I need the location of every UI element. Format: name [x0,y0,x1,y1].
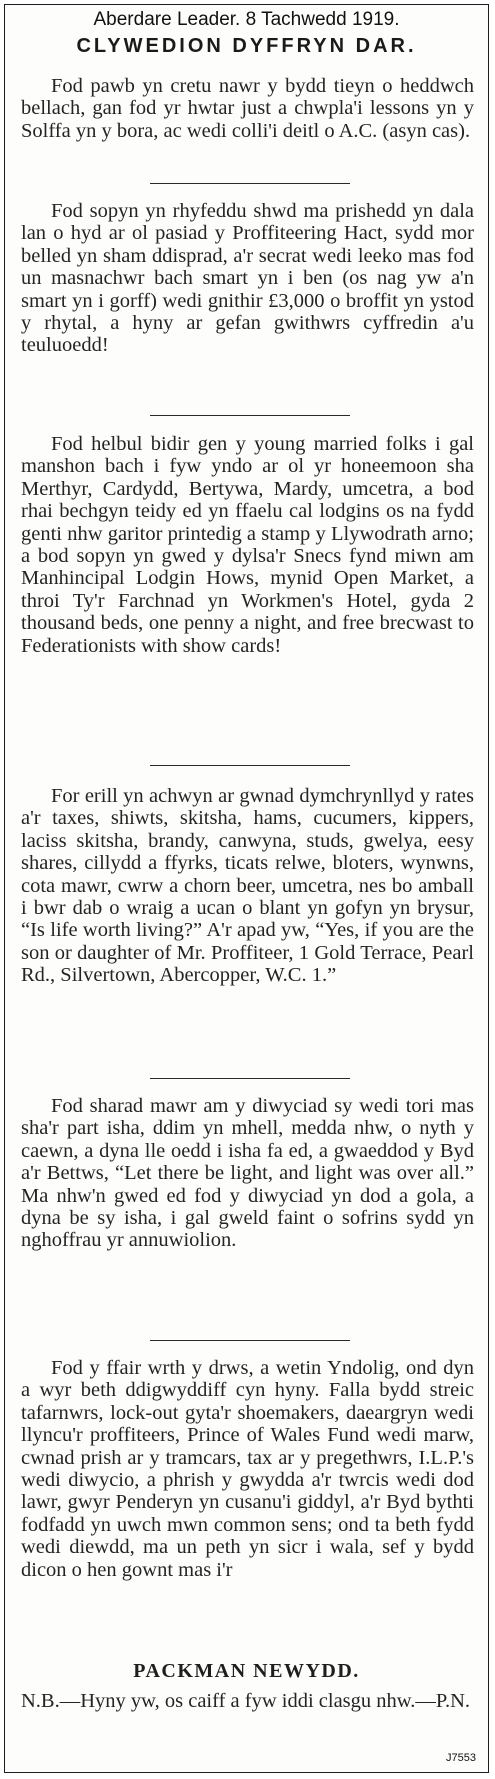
paragraph-3: Fod helbul bidir gen y young married folks i gal manshon bach i fyw yndo ar ol yr honeemoon sha Merthyr, Cardydd, Bertywa, Mardy, umcetra, a bod rhai bechgyn teidy ed yn ffaelu cal lodgins os na fydd genti nhw garitor printedig a stamp y Llywodrath arno; a bod sopyn yn gwed y dylsa'r Snecs fynd miwn am Manhincipal Lodgin Hows, mynid Open Market, a throi Ty'r Farchnad yn Workmen's Hotel, gyda 2 thousand beds, one penny a night, and free brecwast to Federationists with show cards! [21,433,474,657]
nota-bene: N.B.—Hyny yw, os caiff a fyw iddi clasgu nhw.—P.N. [21,1690,471,1712]
paragraph-1: Fod pawb yn cretu nawr y bydd tieyn o heddwch bellach, gan fod yr hwtar just a chwpla'i lessons yn y Solffa yn y bora, ac wedi colli'i deitl o A.C. (asyn cas). [21,75,474,142]
separator-rule [150,1340,350,1341]
separator-rule [150,1078,350,1079]
newspaper-clipping [4,4,489,1773]
separator-rule [150,415,350,416]
paragraph-4: For erill yn achwyn ar gwnad dymchrynllyd y rates a'r taxes, shiwts, skitsha, hams, cucumers, kippers, laciss skitsha, brandy, canwyna, studs, gwelya, eesy shares, cillydd a ffyrks, ticats relwe, bloters, wynwns, cota mawr, cwrw a chorn beer, umcetra, nes bo amball i bwr dab o wraig a ucan o blant yn gofyn yn brysur, “Is life worth living?” A'r apad yw, “Yes, if you are the son or daughter of Mr. Proffiteer, 1 Gold Terrace, Pearl Rd., Silvertown, Abercopper, W.C. 1.” [21,785,474,987]
column-headline: CLYWEDION DYFFRYN DAR. [76,35,417,57]
separator-rule [150,765,350,766]
paragraph-6: Fod y ffair wrth y drws, a wetin Yndolig, ond dyn a wyr beth ddigwyddiff cyn hyny. Falla bydd streic tafarnwrs, lock-out gyta'r shoemakers, daeargryn wedi llyncu'r proffiteers, Prince of Wales Fund wedi marw, cwnad prish ar y tramcars, tax ar y pregethwrs, I.L.P.'s wedi diwycio, a phrish y gwydda a'r twrcis wedi dod lawr, gwyr Penderyn yn cusanu'i giddyl, a'r Byd bythti fodfadd yn uwch mwn common sens; ond ta beth fydd wedi diewdd, ma un peth yn sicr i wala, sef y bydd dicon o hen gownt mas i'r [21,1357,474,1581]
paragraph-5: Fod sharad mawr am y diwyciad sy wedi tori mas sha'r part isha, ddim yn mhell, medda nhw, o nyth y caewn, a dyna lle oedd i isha fa ed, a gwaeddod y Byd a'r Bettws, “Let there be light, and light was over all.” Ma nhw'n gwed ed fod y diwyciad yn dod a gola, a dyna be sy isha, i gal gweld faint o sofrins sydd yn nghoffrau yr annuwiolion. [21,1095,474,1252]
reference-code: J7553 [446,1752,476,1764]
separator-rule [150,183,350,184]
clipping-caption: Aberdare Leader. 8 Tachwedd 1919. [93,9,400,30]
paragraph-2: Fod sopyn yn rhyfeddu shwd ma prishedd yn dala lan o hyd ar ol pasiad y Proffiteering Hact, sydd mor belled yn sham ddisprad, a'r secrat wedi leeko mas fod un masnachwr bach smart yn i ben (os nag yw a'n smart yn i gorff) wedi gnithir £3,000 o broffit yn ystod y rhytal, a hyny ar gefan gwithwrs cyffredin a'u teuluoedd! [21,200,474,357]
signature: PACKMAN NEWYDD. [133,1660,360,1682]
